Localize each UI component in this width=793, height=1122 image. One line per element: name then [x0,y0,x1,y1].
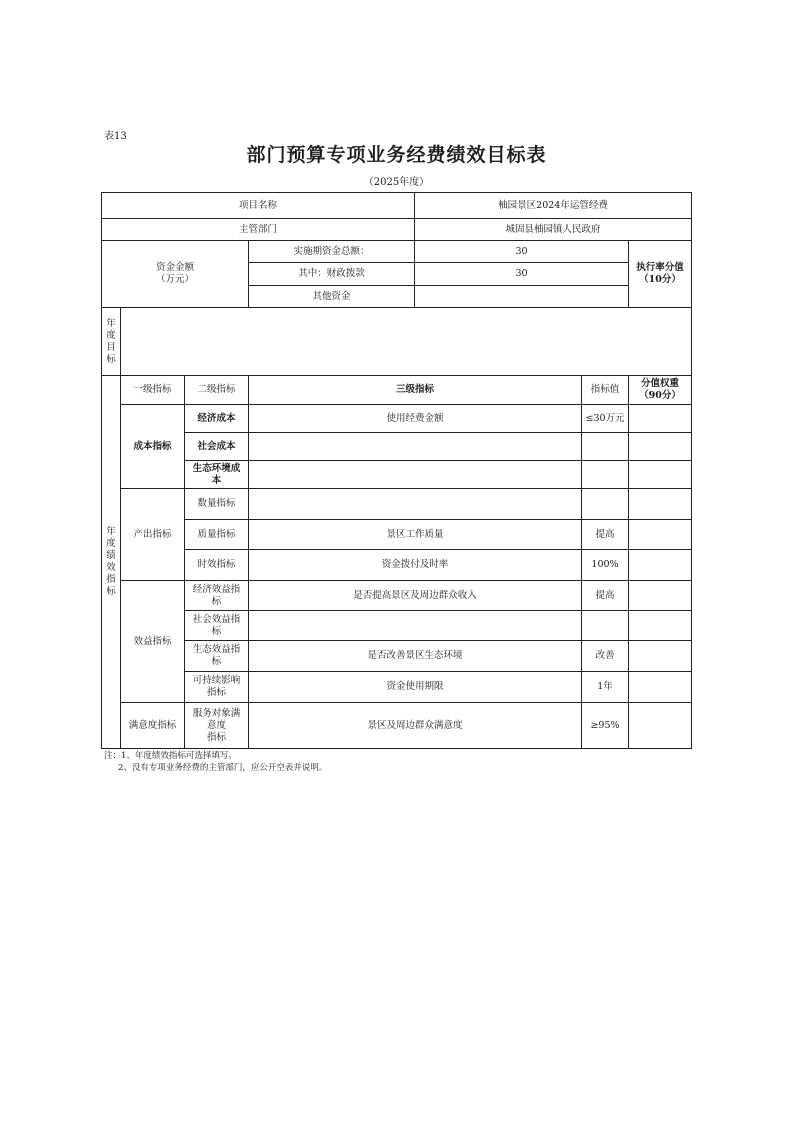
sustainable-impact-weight [629,672,692,703]
timeliness-weight [629,550,692,581]
row-benefit-ecological [102,641,692,672]
ecological-benefit-line1: 生态效益指 [192,644,241,655]
annual-goal-content [121,308,692,376]
col-level2-header: 二级指标 [185,376,249,405]
footnotes [104,750,327,774]
economic-cost-l3: 使用经费金额 [249,405,582,433]
department-value: 城固县柚园镇人民政府 [415,219,692,241]
perf-section-label: 年度绩效指标 [102,376,121,749]
economic-cost-value: ≤30万元 [582,405,629,433]
funds-label-line2: （万元） [155,274,194,285]
row-benefit-sustainable [102,672,692,703]
eco-cost-l3 [249,461,582,489]
timeliness-l3: 资金拨付及时率 [249,550,582,581]
exec-rate-line1: 执行率分值 [636,262,684,273]
timeliness-value: 100% [582,550,629,581]
footnote-2: 2、没有专项业务经费的主管部门，应公开空表并说明。 [118,763,328,773]
quantity-value [582,489,629,520]
quantity-l3 [249,489,582,520]
quality-l3: 景区工作质量 [249,520,582,550]
economic-cost-weight [629,405,692,433]
row-cost-eco [102,461,692,489]
satisfaction-weight [629,703,692,749]
funds-total-value: 30 [415,241,629,263]
col-weight-line2: （90分） [639,390,681,401]
sustainable-line1: 可持续影响 [192,675,241,686]
page-title: 部门预算专项业务经费绩效目标表 [246,144,547,166]
col-value-header: 指标值 [582,376,629,405]
project-name-label: 项目名称 [102,193,415,219]
economic-cost-label: 经济成本 [185,405,249,433]
social-benefit-line2: 标 [211,625,222,637]
row-perf-header [102,376,692,405]
department-label: 主管部门 [102,219,415,241]
sustainable-impact-label [185,672,249,703]
social-benefit-value [582,611,629,641]
social-cost-l3 [249,433,582,461]
row-funds-total [102,241,692,263]
economic-benefit-weight [629,581,692,611]
eco-cost-line2: 本 [211,474,222,486]
output-indicator-label: 产出指标 [121,489,185,581]
fiscal-year: （2025年度） [363,177,430,188]
project-name-value: 柚园景区2024年运管经费 [415,193,692,219]
eco-cost-value [582,461,629,489]
row-output-timeliness [102,550,692,581]
quality-weight [629,520,692,550]
quantity-label: 数量指标 [185,489,249,520]
satisfaction-indicator-label: 满意度指标 [121,703,185,749]
row-project-name [102,193,692,219]
funds-fiscal-value: 30 [415,263,629,286]
row-cost-economic [102,405,692,433]
annual-goal-label: 年度目标 [102,308,121,376]
col-weight-header [629,376,692,405]
funds-label [102,241,249,308]
cost-indicator-label: 成本指标 [121,405,185,489]
funds-fiscal-label: 其中：财政拨款 [249,263,415,286]
eco-cost-line1: 生态环境成 [192,462,241,474]
funds-label-line1: 资金金额 [155,262,194,273]
eco-cost-label [185,461,249,489]
col-level3-header: 三级指标 [249,376,582,405]
col-level1-header: 一级指标 [121,376,185,405]
economic-benefit-value: 提高 [582,581,629,611]
economic-benefit-label [185,581,249,611]
footnote-1: 注：1、年度绩效指标可选择填写。 [104,751,237,761]
social-cost-weight [629,433,692,461]
ecological-benefit-l3: 是否改善景区生态环境 [249,641,582,672]
social-benefit-line1: 社会效益指 [192,613,241,625]
social-cost-value [582,433,629,461]
funds-other-label: 其他资金 [249,286,415,308]
social-benefit-label [185,611,249,641]
quantity-weight [629,489,692,520]
funds-other-value [415,286,629,308]
satisfaction-l3: 景区及周边群众满意度 [249,703,582,749]
performance-table [101,192,692,749]
sustainable-line2: 指标 [206,687,226,698]
row-department [102,219,692,241]
economic-benefit-l3: 是否提高景区及周边群众收入 [249,581,582,611]
quality-label: 质量指标 [185,520,249,550]
row-output-quality [102,520,692,550]
sustainable-impact-value: 1年 [582,672,629,703]
col-weight-line1: 分值权重 [641,378,680,389]
benefit-indicator-label: 效益指标 [121,581,185,703]
quality-value: 提高 [582,520,629,550]
table-number: 表13 [104,131,127,142]
ecological-benefit-weight [629,641,692,672]
social-benefit-l3 [249,611,582,641]
row-annual-goal [102,308,692,376]
timeliness-label: 时效指标 [185,550,249,581]
eco-cost-weight [629,461,692,489]
exec-rate-score [629,241,692,308]
satisfaction-l2-line2: 意度 [206,719,226,731]
row-benefit-economic [102,581,692,611]
ecological-benefit-value: 改善 [582,641,629,672]
sustainable-impact-l3: 资金使用期限 [249,672,582,703]
satisfaction-l2-line1: 服务对象满 [192,707,241,719]
row-output-quantity [102,489,692,520]
economic-benefit-line1: 经济效益指 [192,583,241,595]
satisfaction-value: ≥95% [582,703,629,749]
row-satisfaction [102,703,692,749]
satisfaction-l2-label [185,703,249,749]
social-cost-label: 社会成本 [185,433,249,461]
funds-total-label: 实施期资金总额： [249,241,415,263]
economic-benefit-line2: 标 [211,595,222,607]
exec-rate-line2: （10分） [639,274,681,285]
ecological-benefit-line2: 标 [211,656,222,667]
satisfaction-l2-line3: 指标 [206,731,226,743]
ecological-benefit-label [185,641,249,672]
row-benefit-social [102,611,692,641]
row-cost-social [102,433,692,461]
social-benefit-weight [629,611,692,641]
